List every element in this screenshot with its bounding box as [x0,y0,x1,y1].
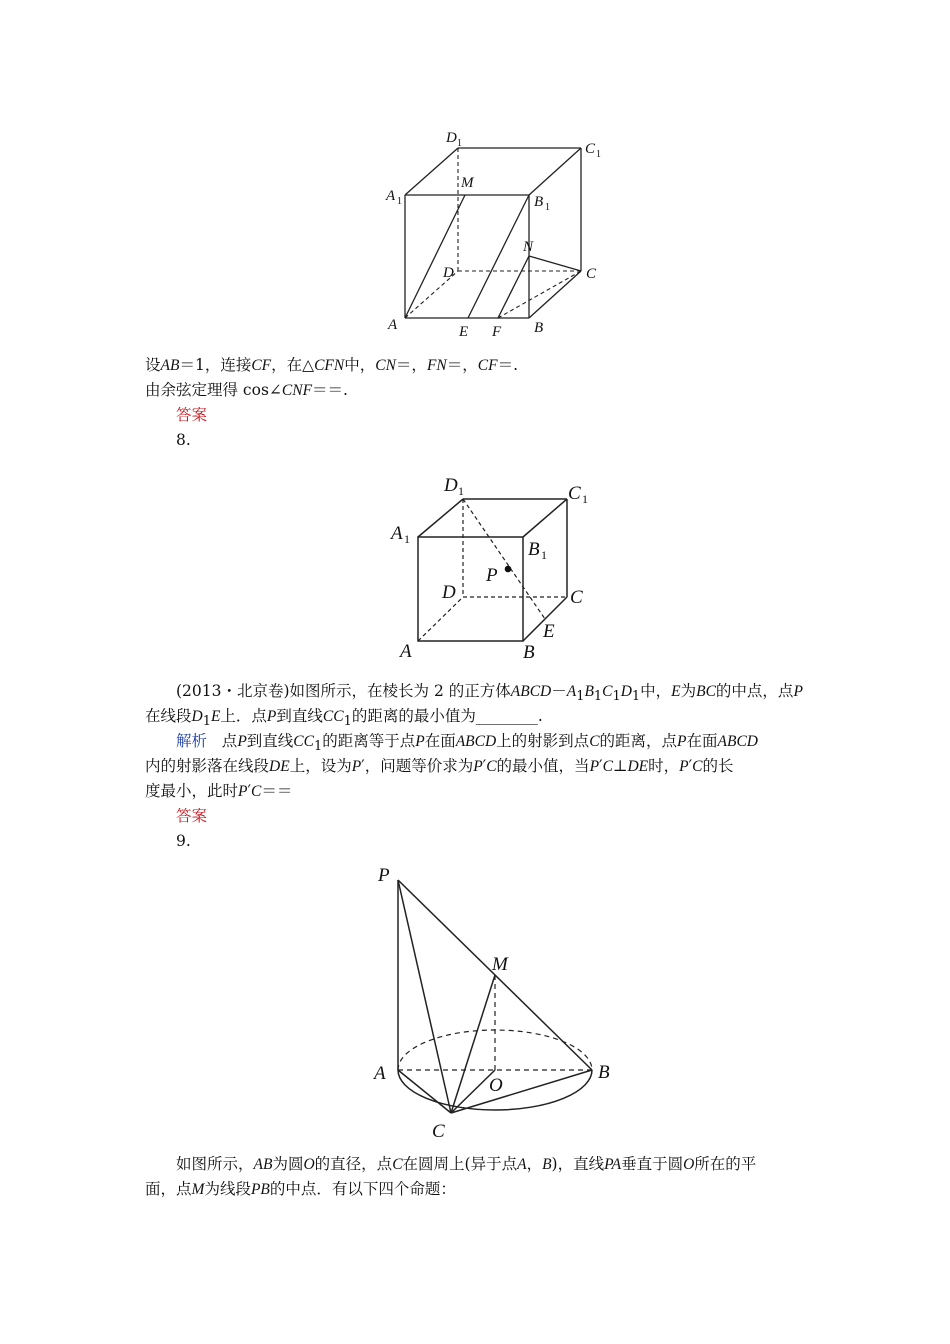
label-c1-sub: 1 [596,149,601,160]
label-m: M [492,954,508,975]
label-a1-sub: 1 [404,532,410,546]
label-b1: B [534,194,544,210]
p8-solution1: 解析 点P到直线$CC_1$的距离等于点P在面ABCD上的射影到点C的距离，点P在面ABCD [176,732,758,755]
q8-number: 8. [176,431,191,449]
label-d1-sub: 1 [457,138,462,149]
p8-stem2: 在线段$D_1E$上．点P到直线$CC_1$的距离的最小值为________. [145,707,543,730]
label-o: O [489,1075,503,1096]
label-p: P [486,565,498,586]
label-e: E [543,621,555,642]
label-d1: D [444,475,458,496]
label-a: A [374,1063,386,1084]
label-a1: A [386,188,396,204]
p7-line2: 由余弦定理得 cos∠CNF＝＝. [145,381,348,399]
label-c1-sub: 1 [582,492,588,506]
label-d1: D [446,130,457,146]
p8-solution3: 度最小，此时P′C＝＝ [145,782,293,800]
p7-line1: 设AB＝1，连接CF，在△CFN中，CN＝，FN＝，CF＝. [145,356,519,374]
label-b1-sub: 1 [545,202,550,213]
label-a: A [388,317,398,333]
label-f: F [492,324,502,340]
label-a1-sub: 1 [397,196,402,207]
label-m: M [461,175,474,191]
label-e: E [459,324,469,340]
figure-circle-pyramid [365,855,635,1145]
figure-cube-p [380,465,610,670]
p8-answer-label: 答案 [176,807,208,825]
label-b1-sub: 1 [541,548,547,562]
label-n: N [523,239,534,255]
label-b: B [523,642,535,663]
p9-line1: 如图所示，AB为圆O的直径，点C在圆周上(异于点A，B)，直线PA垂直于圆O所在的平 [176,1155,757,1173]
label-c1: C [585,141,596,157]
label-d: D [443,265,454,281]
p9-line2: 面，点M为线段PB的中点．有以下四个命题： [145,1180,456,1198]
label-p: P [378,865,390,886]
label-b: B [598,1062,610,1083]
p8-solution2: 内的射影落在线段DE上，设为P′，问题等价求为P′C的最小值，当P′C⊥DE时，P′C的长 [145,757,734,775]
label-c: C [570,587,583,608]
label-c: C [432,1121,445,1142]
solution-label: 解析 [176,732,208,750]
label-b1: B [528,539,540,560]
q9-number: 9. [176,832,191,850]
label-b: B [534,320,544,336]
p8-stem1: (2013・北京卷)如图所示，在棱长为 2 的正方体$ABCD-A_1B_1C_1D_1$中，E为BC的中点，点P [176,682,803,705]
label-c1: C [568,483,581,504]
figure-cube-mn [380,120,620,345]
p7-answer-label: 答案 [176,406,208,424]
label-c: C [586,266,597,282]
label-a1: A [391,523,403,544]
label-a: A [400,641,412,662]
point-p-dot [505,566,512,573]
label-d1-sub: 1 [458,484,464,498]
label-d: D [442,582,456,603]
